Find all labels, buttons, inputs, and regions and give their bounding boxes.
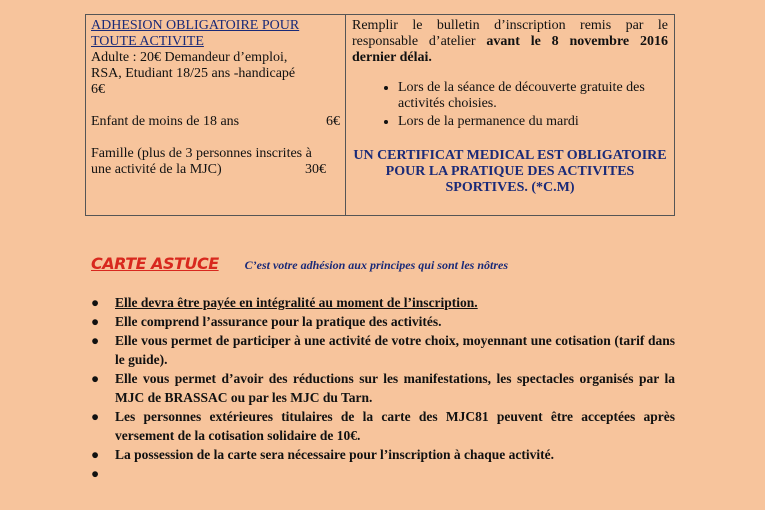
carte-astuce-title: CARTE ASTUCE <box>91 254 219 273</box>
registration-cell <box>346 15 674 215</box>
carte-astuce-subtitle: C’est votre adhésion aux principes qui sont les nôtres <box>244 258 508 272</box>
carte-astuce-list <box>91 293 675 483</box>
deadline-text: avant le 8 novembre 2016 dernier délai. <box>352 34 668 65</box>
carte-astuce-header <box>91 254 508 273</box>
list-item: ● Les personnes extérieures titulaires de la carte des MJC81 peuvent être acceptées après versement de la cotisation solidaire de 10€. <box>91 409 675 443</box>
bullet-icon: ● <box>91 371 100 386</box>
bullet-icon: ● <box>91 295 100 310</box>
list-item: ● Elle vous permet de participer à une activité de votre choix, moyennant une cotisation (tarif dans le guide). <box>91 333 675 367</box>
info-table <box>85 14 675 216</box>
bullet-icon: ● <box>91 447 100 462</box>
child-rate: Enfant de moins de 18 ans 6€ <box>91 114 340 129</box>
bullet-icon: ● <box>91 409 100 424</box>
bullet-icon: ● <box>91 466 100 481</box>
list-item: ● La possession de la carte sera nécessaire pour l’inscription à chaque activité. <box>91 447 554 462</box>
registration-intro: Remplir le bulletin d’inscription remis par le responsable d’atelier avant le 8 novembre 2016 dernier délai. <box>352 18 668 65</box>
membership-cell <box>86 15 346 215</box>
list-item: ● Elle vous permet d’avoir des réductions sur les manifestations, les spectacles organisés par la MJC de BRASSAC ou par les MJC du Tarn. <box>91 371 675 405</box>
family-rate: Famille (plus de 3 personnes inscrites à une activité de la MJC) 30€ <box>91 146 326 177</box>
medical-certificate-notice: UN CERTIFICAT MEDICAL EST OBLIGATOIRE POUR LA PRATIQUE DES ACTIVITES SPORTIVES. (*C.M) <box>353 148 667 195</box>
bullet-icon: ● <box>91 314 100 329</box>
registration-bullets <box>352 80 668 130</box>
list-item: • Lors de la séance de découverte gratuite des activités choisies. <box>398 80 668 112</box>
list-item: • Lors de la permanence du mardi <box>398 114 668 130</box>
membership-title: ADHESION OBLIGATOIRE POUR TOUTE ACTIVITE <box>91 18 300 49</box>
adult-rate: Adulte : 20€ Demandeur d’emploi, RSA, Etudiant 18/25 ans -handicapé 6€ <box>91 50 296 97</box>
list-item <box>91 464 675 483</box>
list-item: ● Elle devra être payée en intégralité au moment de l’inscription. <box>91 295 478 310</box>
list-item: ● Elle comprend l’assurance pour la pratique des activités. <box>91 314 442 329</box>
bullet-icon: ● <box>91 333 100 348</box>
